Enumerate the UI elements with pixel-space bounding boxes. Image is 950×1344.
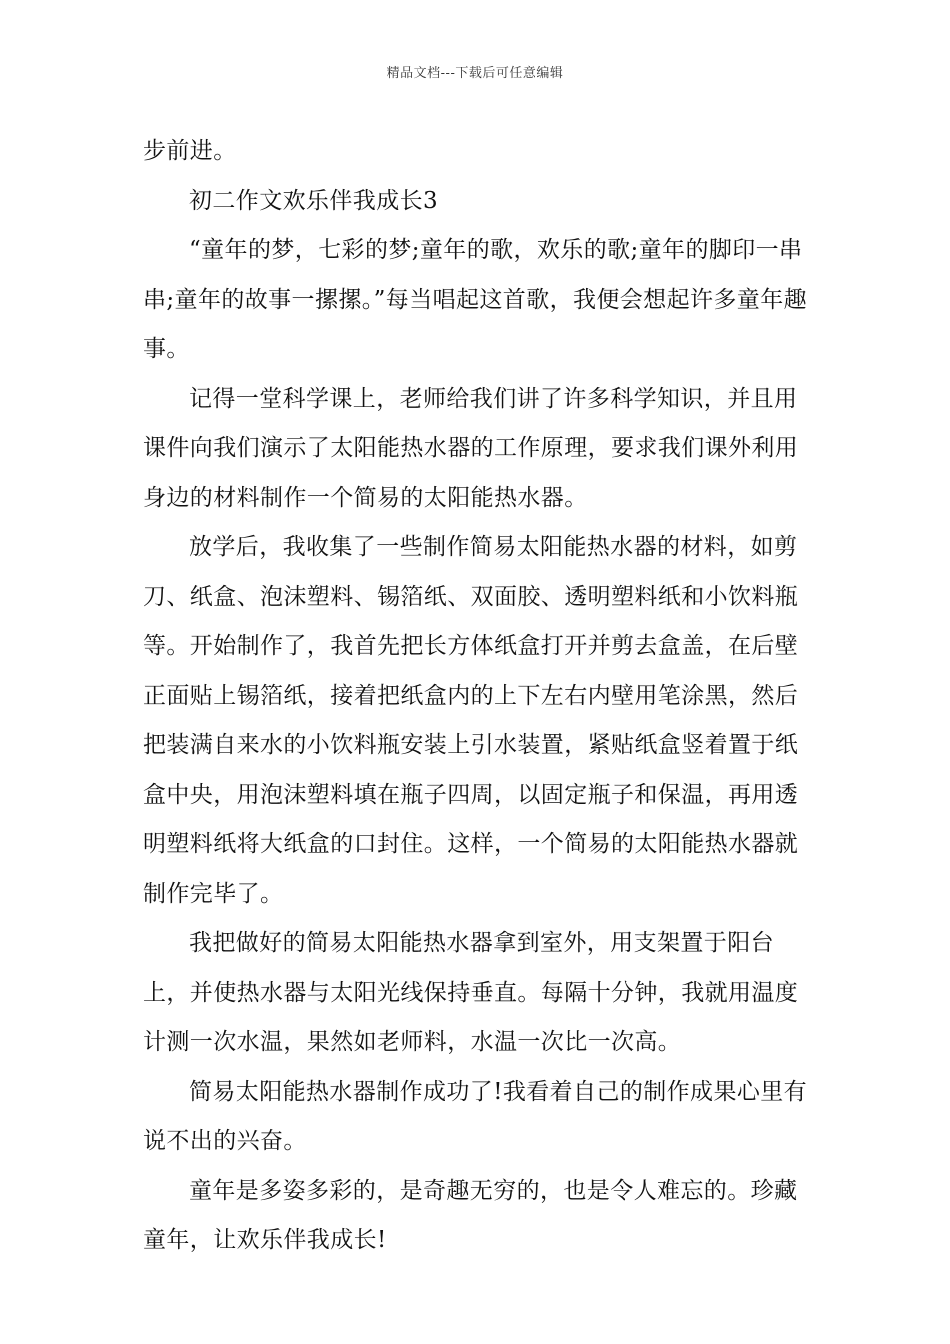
paragraph: 放学后，我收集了一些制作简易太阳能热水器的材料，如剪刀、纸盒、泡沫塑料、锡箔纸、双面胶、透明塑料纸和小饮料瓶等。开始制作了，我首先把长方体纸盒打开并剪去盒盖，在后壁正面贴上锡箔纸，接着把纸盒内的上下左右内壁用笔涂黑，然后把装满自来水的小饮料瓶安装上引水装置，紧贴纸盒竖着置于纸盒中央，用泡沫塑料填在瓶子四周，以固定瓶子和保温，再用透明塑料纸将大纸盒的口封住。这样，一个简易的太阳能热水器就制作完毕了。: [143, 534, 799, 907]
page-header: 精品文档---下载后可任意编辑: [386, 66, 564, 81]
document-body: [143, 127, 813, 1266]
paragraph: 记得一堂科学课上，老师给我们讲了许多科学知识，并且用课件向我们演示了太阳能热水器的工作原理，要求我们课外利用身边的材料制作一个简易的太阳能热水器。: [143, 385, 799, 511]
paragraph-continuation: 步前进。: [143, 138, 237, 164]
paragraph: 简易太阳能热水器制作成功了!我看着自己的制作成果心里有说不出的兴奋。: [143, 1078, 808, 1154]
paragraph: “童年的梦，七彩的梦;童年的歌，欢乐的歌;童年的脚印一串串;童年的故事一摞摞。”每当唱起这首歌，我便会想起许多童年趣事。: [143, 237, 808, 362]
paragraph: 我把做好的简易太阳能热水器拿到室外，用支架置于阳台上，并使热水器与太阳光线保持垂直。每隔十分钟，我就用温度计测一次水温，果然如老师料，水温一次比一次高。: [143, 930, 799, 1055]
paragraph: 童年是多姿多彩的，是奇趣无穷的，也是令人难忘的。珍藏童年，让欢乐伴我成长!: [143, 1177, 798, 1253]
essay-title: 初二作文欢乐伴我成长3: [189, 187, 439, 214]
